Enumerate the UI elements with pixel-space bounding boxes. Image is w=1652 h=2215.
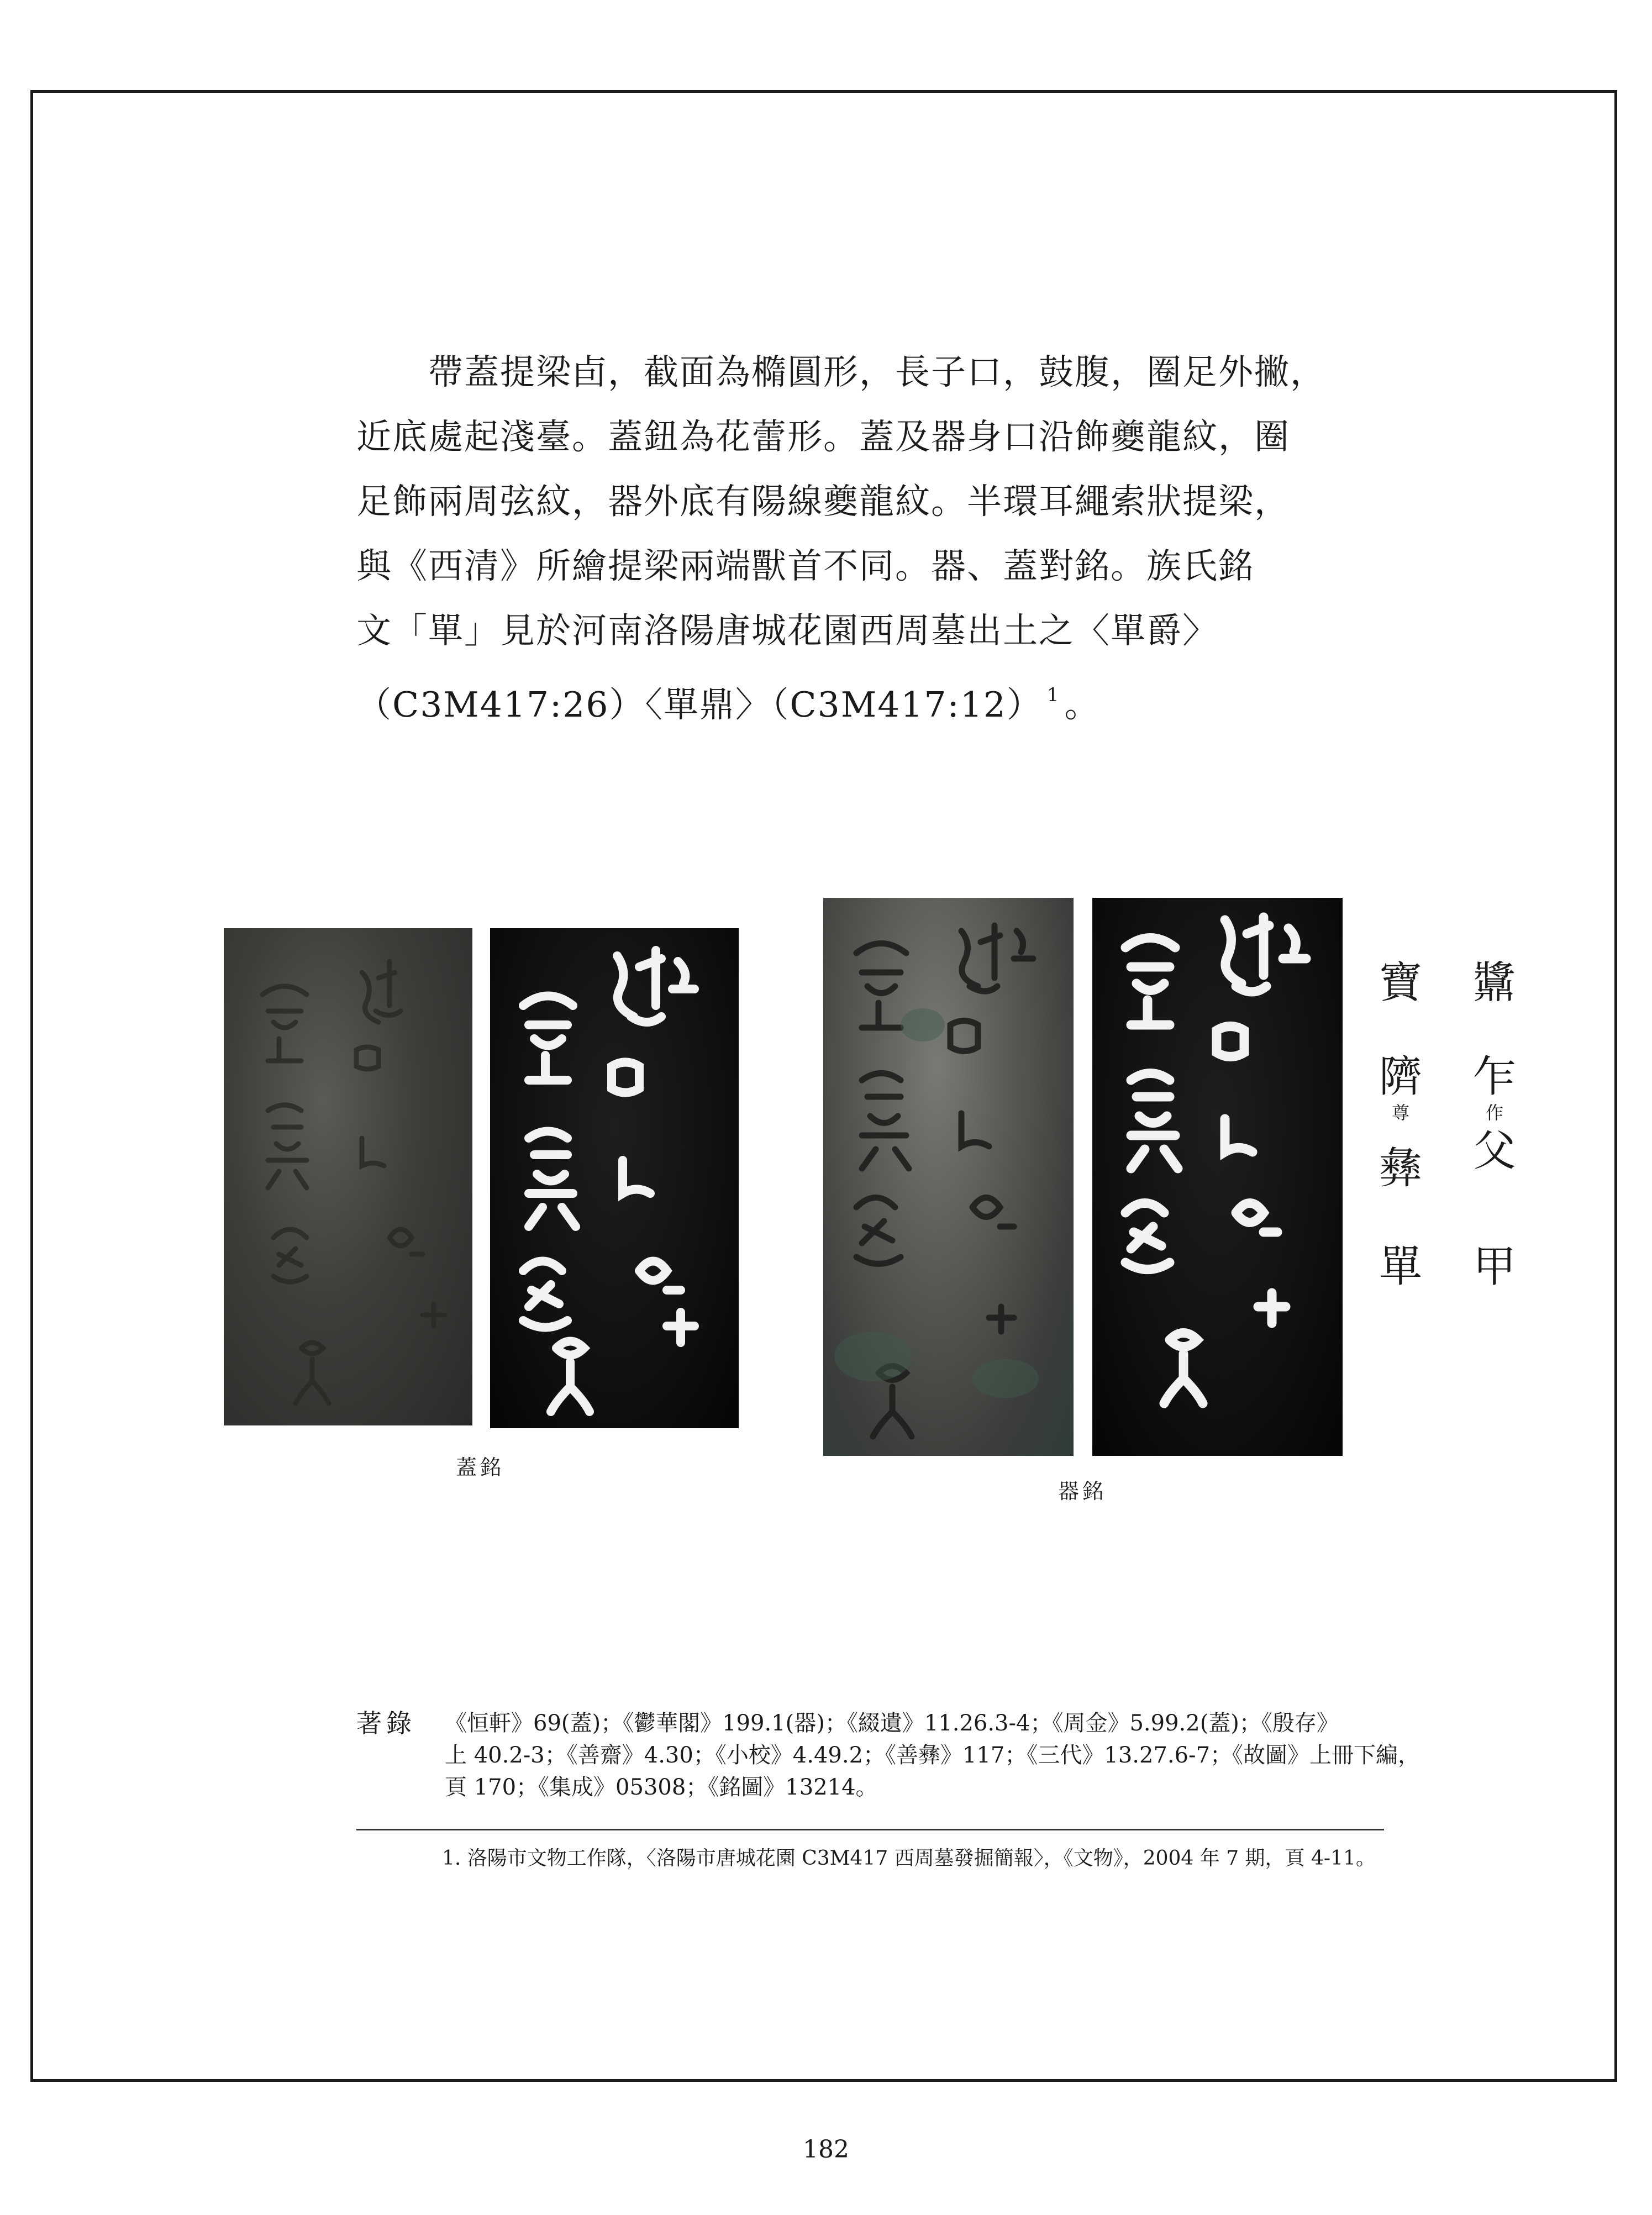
- transcription-note: 尊: [1391, 1102, 1409, 1123]
- transcription-note: 作: [1485, 1102, 1503, 1123]
- vessel-rubbing-glyphs: [1092, 898, 1343, 1456]
- lid-inscription-rubbing: [490, 928, 739, 1428]
- body-line: 文「單」見於河南洛陽唐城花園西周墓出土之〈單爵〉: [356, 611, 1218, 651]
- vessel-inscription-photo: [823, 898, 1074, 1456]
- transcription-char: 父: [1472, 1126, 1516, 1176]
- transcription-char: 乍: [1472, 1052, 1516, 1102]
- body-line: [356, 663, 1373, 737]
- bibliography-label: 著錄: [356, 1708, 416, 1738]
- bibliography-line: 《恒軒》69(蓋)；《鬱華閣》199.1(器)；《綴遺》11.26.3-4；《周金》5.99.2(蓋)；《殷存》: [445, 1711, 1339, 1736]
- transcription-char: 甲: [1472, 1242, 1516, 1292]
- lid-photo-glyphs: [224, 928, 472, 1425]
- bibliography-line: 頁 170；《集成》05308；《銘圖》13214。: [445, 1775, 878, 1800]
- transcription-char: 單: [1379, 1242, 1422, 1292]
- transcription-char: 隮: [1379, 1052, 1422, 1102]
- vessel-photo-glyphs: [823, 898, 1074, 1456]
- page-number: 182: [803, 2135, 849, 2164]
- body-line: 帶蓋提梁卣，截面為橢圓形，長子口，鼓腹，圈足外撇，: [356, 352, 1326, 392]
- vessel-inscription-caption: 器銘: [1058, 1479, 1107, 1503]
- bibliography-content: [445, 1707, 1420, 1803]
- transcription-char: 䵼: [1472, 958, 1516, 1008]
- transcription-char: 寶: [1379, 958, 1422, 1008]
- footnote-marker: 1: [1046, 684, 1060, 706]
- vessel-inscription-rubbing: [1092, 898, 1343, 1456]
- footnote-divider: [356, 1829, 1384, 1830]
- lid-inscription-caption: 蓋銘: [456, 1455, 505, 1480]
- lid-rubbing-glyphs: [490, 928, 739, 1428]
- transcription-char: 彝: [1379, 1144, 1422, 1193]
- body-line-end: 。: [1064, 685, 1101, 725]
- body-line-text: （C3M417:26）〈單鼎〉（C3M417:12）: [356, 685, 1043, 725]
- lid-inscription-photo: [224, 928, 472, 1425]
- body-line: 與《西清》所繪提梁兩端獸首不同。器、蓋對銘。族氏銘: [356, 546, 1254, 586]
- bibliography-line: 上 40.2-3；《善齋》4.30；《小校》4.49.2；《善彝》117；《三代》13.27.6-7；《故圖》上冊下編，: [445, 1743, 1420, 1768]
- body-text: [356, 340, 1373, 737]
- body-line: 足飾兩周弦紋，器外底有陽線夔龍紋。半環耳繩索狀提梁，: [356, 481, 1290, 522]
- inscription-transcription: [1370, 958, 1530, 1403]
- transcription-column-2: [1370, 958, 1431, 1292]
- transcription-column-1: [1464, 958, 1525, 1292]
- footnote: 1. 洛陽市文物工作隊，〈洛陽市唐城花園 C3M417 西周墓發掘簡報〉，《文物》，2004 年 7 期，頁 4-11。: [442, 1847, 1376, 1870]
- body-line: 近底處起淺臺。蓋鈕為花蕾形。蓋及器身口沿飾夔龍紋，圈: [356, 417, 1290, 457]
